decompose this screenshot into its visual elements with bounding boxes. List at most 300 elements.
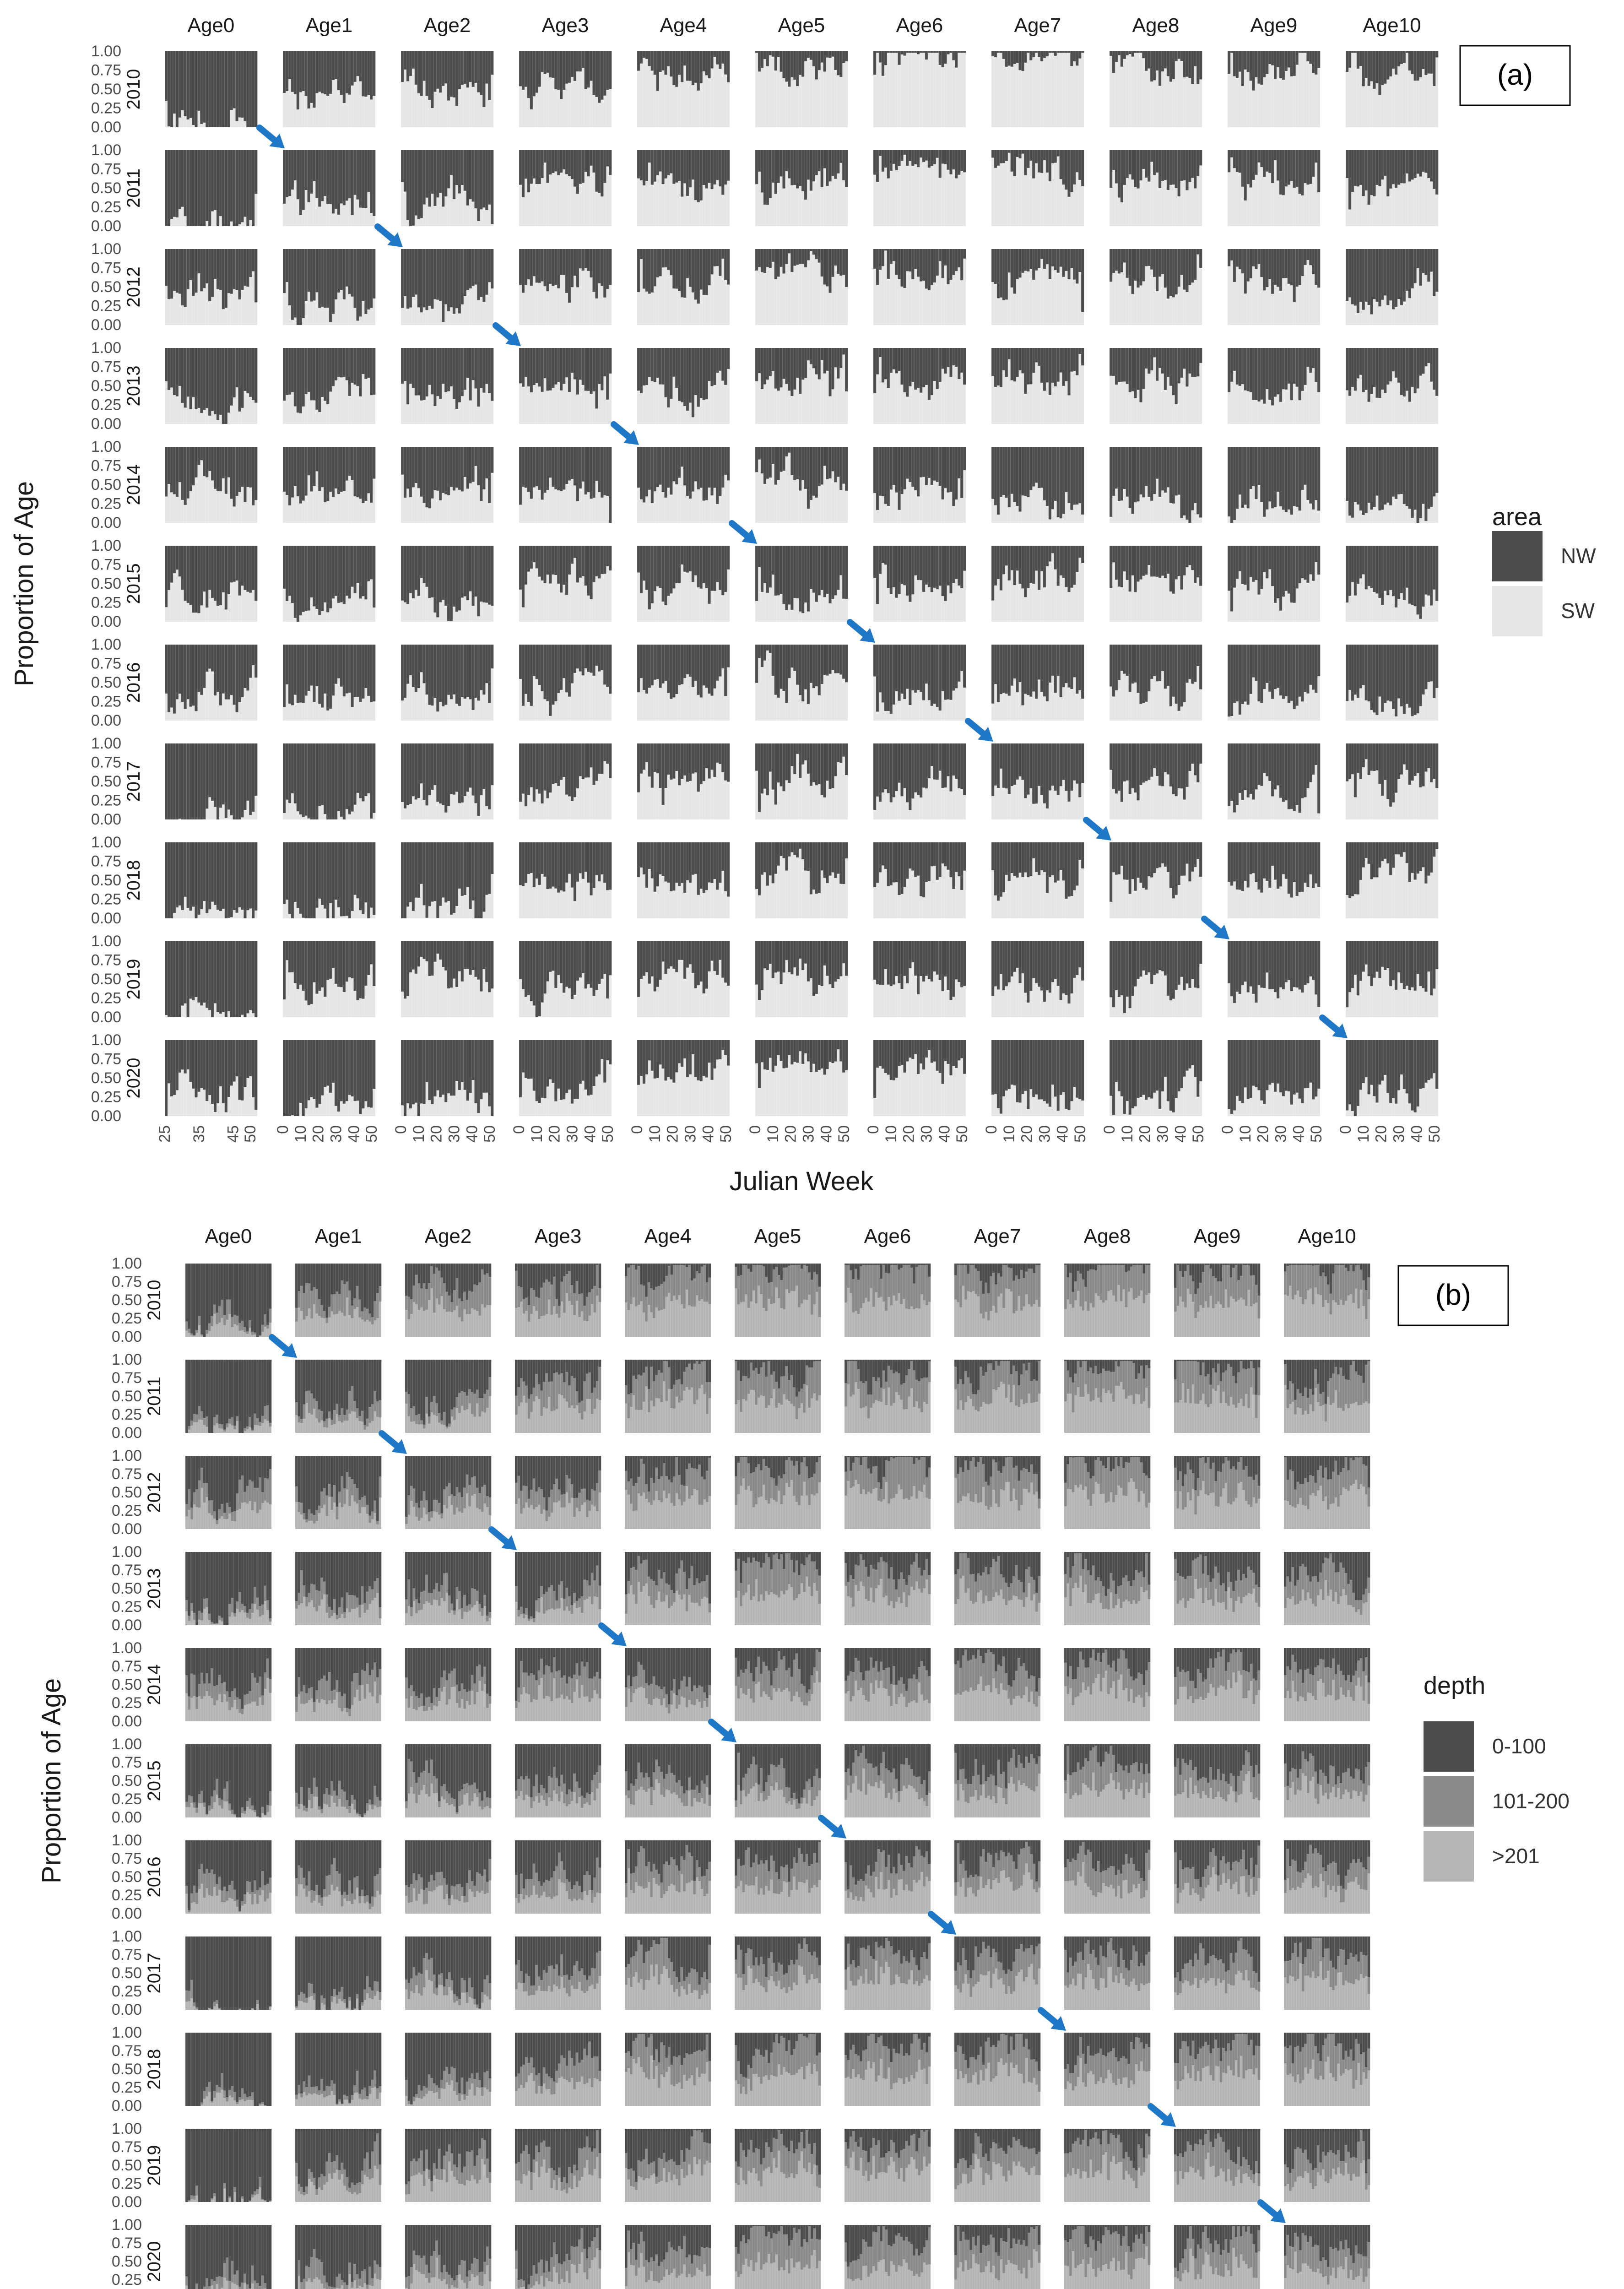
bar-segment-NW xyxy=(1368,150,1370,205)
bar-segment-NW xyxy=(834,150,837,179)
bar-segment-NW xyxy=(1043,546,1046,587)
bar-segment-NW xyxy=(488,150,491,205)
bar-segment-NW xyxy=(404,645,406,698)
bar-segment-NW xyxy=(884,447,887,504)
bar-segment-NW xyxy=(960,51,963,53)
bar-segment-NW xyxy=(914,150,917,164)
bar-segment-NW xyxy=(1070,546,1073,588)
bar-segment-NW xyxy=(1241,249,1244,273)
bar-segment-NW xyxy=(168,51,170,126)
bar-segment-NW xyxy=(1011,546,1013,570)
bar-segment-NW xyxy=(1315,447,1317,500)
bar-segment-NW xyxy=(324,348,326,401)
bar-segment-NW xyxy=(925,150,928,161)
bar-segment-NW xyxy=(321,546,324,611)
bar-segment-NW xyxy=(1406,249,1408,291)
bar-segment-NW xyxy=(1306,249,1309,260)
bar-segment-NW xyxy=(241,645,244,697)
bar-segment-NW xyxy=(1389,546,1392,590)
bar-segment-NW xyxy=(1123,447,1126,489)
bar-segment-NW xyxy=(252,150,254,226)
bar-segment-NW xyxy=(552,150,554,173)
bar-segment-NW xyxy=(1368,51,1370,86)
bar-segment-NW xyxy=(244,546,246,590)
bar-segment-NW xyxy=(601,150,603,196)
bar-segment-NW xyxy=(428,645,431,705)
bar-segment-NW xyxy=(249,546,252,593)
bar-segment-NW xyxy=(890,51,893,53)
bar-segment-NW xyxy=(1359,249,1362,302)
bar-segment-NW xyxy=(592,645,595,676)
bar-segment-NW xyxy=(1400,51,1403,64)
bar-segment-NW xyxy=(1011,51,1013,67)
bar-segment-NW xyxy=(1422,150,1424,172)
bar-segment-NW xyxy=(552,51,554,78)
bar-segment-NW xyxy=(230,51,233,110)
bar-segment-NW xyxy=(1078,447,1081,503)
bar-segment-NW xyxy=(1252,249,1255,266)
bar-segment-NW xyxy=(703,249,705,295)
bar-segment-NW xyxy=(609,249,612,285)
bar-segment-NW xyxy=(1260,348,1263,400)
bar-segment-NW xyxy=(1293,447,1296,506)
bar-segment-NW xyxy=(321,348,324,397)
bar-segment-NW xyxy=(1046,150,1049,173)
bar-segment-NW xyxy=(661,447,664,492)
bar-segment-NW xyxy=(565,348,568,377)
bar-segment-NW xyxy=(1257,447,1260,485)
bar-segment-NW xyxy=(488,51,491,100)
facet-panel xyxy=(873,51,966,127)
bar-segment-NW xyxy=(1013,51,1016,64)
facet-col-label: Age9 xyxy=(1250,14,1298,37)
bar-segment-NW xyxy=(491,348,493,401)
bar-segment-NW xyxy=(436,546,439,617)
bar-segment-NW xyxy=(579,150,582,184)
bar-segment-NW xyxy=(546,546,549,575)
y-tick-label: 0.25 xyxy=(91,495,121,513)
bar-segment-NW xyxy=(1301,546,1304,578)
bar-segment-NW xyxy=(1293,51,1296,76)
bar-segment-NW xyxy=(1271,51,1274,65)
bar-segment-NW xyxy=(464,546,466,597)
bar-segment-NW xyxy=(772,51,774,57)
bar-segment-NW xyxy=(425,447,428,507)
bar-segment-NW xyxy=(1381,51,1384,85)
bar-segment-NW xyxy=(335,447,337,488)
bar-segment-NW xyxy=(286,249,288,282)
bar-segment-NW xyxy=(952,447,955,506)
bar-segment-NW xyxy=(217,51,219,127)
bar-segment-NW xyxy=(587,645,590,672)
bar-segment-NW xyxy=(670,249,672,275)
bar-segment-NW xyxy=(598,546,601,578)
bar-segment-NW xyxy=(703,447,705,501)
bar-segment-NW xyxy=(790,150,793,185)
bar-segment-NW xyxy=(645,447,648,496)
bar-segment-NW xyxy=(552,546,554,575)
bar-segment-NW xyxy=(606,447,609,496)
bar-segment-NW xyxy=(235,51,238,121)
bar-segment-NW xyxy=(1156,51,1158,71)
y-tick-label: 0.50 xyxy=(91,377,121,395)
bar-segment-NW xyxy=(404,51,406,70)
bar-segment-NW xyxy=(823,51,826,71)
bar-segment-NW xyxy=(801,447,804,480)
facet-panel xyxy=(519,51,612,127)
bar-segment-NW xyxy=(1002,546,1005,574)
bar-segment-NW xyxy=(538,150,541,184)
bar-segment-NW xyxy=(1027,51,1029,53)
bar-segment-NW xyxy=(428,51,431,100)
bar-segment-NW xyxy=(1126,51,1129,55)
bar-segment-NW xyxy=(1137,348,1139,390)
bar-segment-NW xyxy=(184,348,187,407)
bar-segment-NW xyxy=(1236,51,1239,78)
bar-segment-NW xyxy=(942,447,944,499)
bar-segment-NW xyxy=(686,546,689,573)
bar-segment-NW xyxy=(1016,546,1018,570)
bar-segment-NW xyxy=(834,546,837,595)
bar-segment-NW xyxy=(1137,447,1139,501)
bar-segment-NW xyxy=(482,348,485,393)
bar-segment-NW xyxy=(1051,546,1054,553)
bar-segment-NW xyxy=(1008,447,1011,507)
bar-segment-NW xyxy=(705,249,708,295)
bar-segment-NW xyxy=(903,447,906,489)
bar-segment-NW xyxy=(672,348,675,377)
bar-segment-NW xyxy=(1304,150,1306,183)
bar-segment-NW xyxy=(332,348,335,386)
bar-segment-NW xyxy=(689,348,692,402)
bar-segment-NW xyxy=(1183,51,1186,77)
bar-segment-NW xyxy=(1241,348,1244,384)
bar-segment-NW xyxy=(488,447,491,503)
bar-segment-NW xyxy=(340,546,343,602)
bar-segment-NW xyxy=(1035,348,1038,362)
bar-segment-NW xyxy=(222,645,225,694)
bar-segment-NW xyxy=(176,546,179,570)
bar-segment-NW xyxy=(533,645,536,676)
bar-segment-NW xyxy=(170,150,173,219)
bar-segment-NW xyxy=(708,150,710,183)
bar-segment-NW xyxy=(1268,150,1271,173)
bar-segment-NW xyxy=(675,645,678,694)
bar-segment-NW xyxy=(1002,51,1005,59)
bar-segment-NW xyxy=(466,645,469,697)
facet-panel xyxy=(637,348,730,424)
bar-segment-NW xyxy=(406,249,409,309)
bar-segment-NW xyxy=(1298,51,1301,53)
bar-segment-NW xyxy=(217,447,219,491)
bar-segment-NW xyxy=(1199,51,1202,79)
bar-segment-NW xyxy=(590,249,592,277)
bar-segment-NW xyxy=(1365,150,1368,190)
bar-segment-NW xyxy=(755,348,758,381)
bar-segment-NW xyxy=(326,348,329,404)
bar-segment-NW xyxy=(670,150,672,174)
bar-segment-NW xyxy=(543,645,546,699)
bar-segment-NW xyxy=(821,546,823,590)
bar-segment-NW xyxy=(1247,546,1250,591)
bar-segment-NW xyxy=(203,150,206,226)
bar-segment-NW xyxy=(373,645,375,701)
bar-segment-NW xyxy=(549,150,552,174)
bar-segment-NW xyxy=(1359,51,1362,66)
bar-segment-NW xyxy=(785,546,788,610)
bar-segment-NW xyxy=(694,645,697,681)
bar-segment-NW xyxy=(356,348,359,386)
bar-segment-NW xyxy=(909,546,911,602)
bar-segment-NW xyxy=(362,447,364,503)
bar-segment-NW xyxy=(667,546,670,596)
bar-segment-NW xyxy=(582,546,585,576)
bar-segment-NW xyxy=(997,150,1000,166)
bar-segment-NW xyxy=(297,150,299,199)
bar-segment-NW xyxy=(1357,249,1359,313)
bar-segment-NW xyxy=(321,51,324,93)
bar-segment-NW xyxy=(351,348,354,383)
bar-segment-NW xyxy=(834,348,837,367)
bar-segment-NW xyxy=(1373,150,1375,196)
bar-segment-NW xyxy=(708,447,710,488)
facet-panel xyxy=(991,348,1084,424)
bar-segment-NW xyxy=(533,51,536,96)
bar-segment-NW xyxy=(1362,447,1365,515)
bar-segment-NW xyxy=(1027,546,1029,588)
bar-segment-NW xyxy=(772,150,774,183)
bar-segment-NW xyxy=(761,546,763,592)
bar-segment-NW xyxy=(1076,150,1078,172)
bar-segment-NW xyxy=(909,249,911,271)
bar-segment-NW xyxy=(721,447,724,488)
bar-segment-NW xyxy=(724,348,727,385)
bar-segment-NW xyxy=(656,150,659,175)
bar-segment-NW xyxy=(898,150,900,166)
bar-segment-NW xyxy=(348,645,351,693)
bar-segment-NW xyxy=(898,447,900,510)
bar-segment-NW xyxy=(359,546,362,598)
bar-segment-NW xyxy=(713,150,716,184)
bar-segment-NW xyxy=(329,447,332,492)
bar-segment-NW xyxy=(928,51,931,53)
bar-segment-NW xyxy=(455,249,458,308)
bar-segment-NW xyxy=(955,546,958,579)
bar-segment-NW xyxy=(219,546,222,605)
bar-segment-NW xyxy=(233,150,236,226)
bar-segment-NW xyxy=(324,51,326,94)
bar-segment-NW xyxy=(1164,546,1167,578)
y-tick-label: 0.25 xyxy=(91,396,121,414)
bar-segment-NW xyxy=(727,348,730,369)
bar-segment-NW xyxy=(433,249,436,299)
bar-segment-NW xyxy=(925,546,928,585)
bar-segment-NW xyxy=(1183,249,1186,290)
bar-segment-NW xyxy=(1315,51,1317,75)
bar-segment-NW xyxy=(332,447,335,497)
bar-segment-NW xyxy=(214,150,217,210)
bar-segment-NW xyxy=(692,645,694,687)
bar-segment-NW xyxy=(200,645,203,695)
bar-segment-NW xyxy=(1121,249,1123,272)
bar-segment-NW xyxy=(1354,150,1357,186)
bar-segment-NW xyxy=(949,447,952,492)
facet-panel xyxy=(401,249,493,325)
bar-segment-NW xyxy=(219,51,222,127)
bar-segment-NW xyxy=(1018,546,1021,584)
bar-segment-NW xyxy=(227,150,230,226)
bar-segment-NW xyxy=(1145,51,1148,71)
bar-segment-NW xyxy=(1239,150,1241,173)
bar-segment-NW xyxy=(453,51,455,98)
bar-segment-NW xyxy=(401,348,404,384)
bar-segment-NW xyxy=(525,447,527,488)
bar-segment-NW xyxy=(1076,249,1078,283)
bar-segment-NW xyxy=(1285,447,1288,512)
bar-segment-NW xyxy=(200,348,203,413)
bar-segment-NW xyxy=(842,249,845,275)
bar-segment-NW xyxy=(955,51,958,68)
facet-col-label: Age0 xyxy=(188,14,235,37)
bar-segment-NW xyxy=(469,249,472,288)
bar-segment-NW xyxy=(238,51,241,117)
bar-segment-NW xyxy=(705,150,708,189)
bar-segment-NW xyxy=(873,51,876,75)
bar-segment-NW xyxy=(417,51,420,93)
bar-segment-NW xyxy=(179,150,181,209)
bar-segment-NW xyxy=(168,546,170,590)
bar-segment-NW xyxy=(1126,150,1129,178)
bar-segment-NW xyxy=(189,150,192,226)
bar-segment-NW xyxy=(1139,348,1142,402)
bar-segment-NW xyxy=(482,546,485,602)
bar-segment-NW xyxy=(815,447,818,498)
bar-segment-NW xyxy=(1180,249,1183,275)
bar-segment-NW xyxy=(348,447,351,476)
bar-segment-NW xyxy=(906,348,909,397)
bar-segment-NW xyxy=(310,51,313,103)
bar-segment-NW xyxy=(425,150,428,198)
bar-segment-NW xyxy=(471,150,474,201)
bar-segment-NW xyxy=(286,546,288,601)
bar-segment-NW xyxy=(356,546,359,583)
bar-segment-NW xyxy=(557,645,560,693)
bar-segment-NW xyxy=(458,249,461,314)
bar-segment-NW xyxy=(1145,348,1148,369)
facet-panel xyxy=(519,447,612,523)
bar-segment-NW xyxy=(1236,447,1239,509)
bar-segment-NW xyxy=(777,51,780,57)
bar-segment-NW xyxy=(1060,51,1062,53)
bar-segment-NW xyxy=(538,546,541,577)
bar-segment-NW xyxy=(1067,249,1070,279)
bar-segment-NW xyxy=(831,447,834,471)
bar-segment-NW xyxy=(1304,51,1306,53)
bar-segment-NW xyxy=(170,348,173,387)
bar-segment-NW xyxy=(318,645,321,704)
bar-segment-NW xyxy=(777,348,780,391)
bar-segment-NW xyxy=(713,51,716,57)
bar-segment-NW xyxy=(1424,447,1427,521)
bar-segment-NW xyxy=(582,645,585,675)
facet-panel xyxy=(401,348,493,424)
bar-segment-NW xyxy=(466,249,469,290)
bar-segment-NW xyxy=(922,150,925,162)
bar-segment-NW xyxy=(651,150,654,185)
bar-segment-NW xyxy=(1142,348,1145,389)
bar-segment-NW xyxy=(1043,150,1046,160)
bar-segment-NW xyxy=(1430,150,1433,181)
bar-segment-NW xyxy=(560,150,563,173)
bar-segment-NW xyxy=(412,249,415,297)
bar-segment-NW xyxy=(417,348,420,395)
bar-segment-NW xyxy=(1378,348,1381,398)
bar-segment-NW xyxy=(914,447,917,490)
bar-segment-NW xyxy=(461,348,464,396)
bar-segment-NW xyxy=(1285,546,1288,591)
bar-segment-NW xyxy=(208,51,211,127)
bar-segment-NW xyxy=(909,51,911,53)
bar-segment-NW xyxy=(219,645,222,705)
bar-segment-NW xyxy=(1230,348,1233,382)
bar-segment-NW xyxy=(876,348,879,374)
bar-segment-NW xyxy=(1169,447,1172,503)
bar-segment-NW xyxy=(1178,348,1180,383)
bar-segment-NW xyxy=(1309,51,1312,64)
bar-segment-NW xyxy=(1378,546,1381,598)
bar-segment-NW xyxy=(165,249,168,286)
bar-segment-NW xyxy=(246,447,249,487)
bar-segment-NW xyxy=(230,249,233,294)
bar-segment-NW xyxy=(944,249,947,266)
bar-segment-NW xyxy=(1241,51,1244,86)
bar-segment-NW xyxy=(1123,546,1126,571)
bar-segment-NW xyxy=(1191,249,1194,282)
bar-segment-NW xyxy=(1013,150,1016,176)
bar-segment-NW xyxy=(1175,348,1178,404)
bar-segment-NW xyxy=(1194,249,1196,280)
bar-segment-NW xyxy=(554,51,557,89)
bar-segment-NW xyxy=(873,249,876,269)
bar-segment-NW xyxy=(1199,249,1202,268)
facet-panel xyxy=(519,249,612,325)
bar-segment-NW xyxy=(810,150,812,191)
bar-segment-NW xyxy=(1060,249,1062,267)
bar-segment-NW xyxy=(681,447,683,466)
bar-segment-NW xyxy=(1359,348,1362,375)
bar-segment-NW xyxy=(920,249,922,282)
bar-segment-NW xyxy=(1263,249,1266,290)
bar-segment-NW xyxy=(173,348,176,395)
bar-segment-NW xyxy=(654,546,656,591)
bar-segment-NW xyxy=(165,645,168,694)
bar-segment-NW xyxy=(1158,546,1161,578)
bar-segment-NW xyxy=(609,546,612,570)
bar-segment-NW xyxy=(785,51,788,81)
bar-segment-NW xyxy=(873,348,876,393)
bar-segment-NW xyxy=(1435,150,1438,195)
facet-panel xyxy=(165,447,257,523)
bar-segment-NW xyxy=(568,51,571,83)
bar-segment-NW xyxy=(648,51,651,66)
facet-panel xyxy=(283,249,375,325)
facet-panel xyxy=(1346,546,1438,622)
facet-panel xyxy=(873,348,966,424)
bar-segment-NW xyxy=(401,447,404,475)
bar-segment-NW xyxy=(777,150,780,183)
bar-segment-NW xyxy=(1257,249,1260,264)
bar-segment-NW xyxy=(1266,150,1268,172)
